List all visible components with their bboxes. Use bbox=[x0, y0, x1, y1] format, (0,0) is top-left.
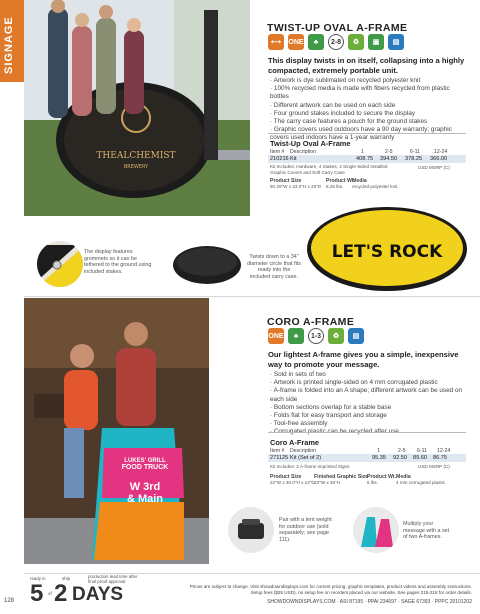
bullet: · Tool-free assembly bbox=[270, 420, 470, 428]
col-item: Item # bbox=[270, 149, 285, 155]
twist-up-feature-icons bbox=[268, 34, 404, 50]
bullet: · Artwork is dye sublimated on recycled polyester knit bbox=[270, 77, 470, 85]
company-codes: SHOWDOWNDISPLAYS.COM · ASI 87195 · PPAI 234697 · SAGE 67393 · PPPC 20101202 bbox=[267, 599, 472, 605]
price-12-24: 366.00 bbox=[430, 156, 448, 162]
tent-weight-photo bbox=[228, 507, 274, 553]
kit-includes: Kit Includes: 2 A-frame Imprinted Signs bbox=[270, 464, 350, 469]
tape-measure-icon: ⟷ bbox=[268, 34, 284, 50]
media-header: Media bbox=[396, 474, 411, 480]
section-divider bbox=[24, 296, 480, 297]
days-number: 2 bbox=[54, 580, 68, 607]
price-1: 408.75 bbox=[356, 156, 374, 162]
coro-feature-icons bbox=[268, 328, 364, 344]
divider bbox=[268, 133, 466, 134]
tent-weight-caption: Pair with a tent weight for outdoor use (sold separately; see page 111). bbox=[279, 517, 332, 543]
days-of: of bbox=[48, 591, 52, 596]
carry-case-caption: Twists down to a 34" diameter circle that fits ready into the included carry case. bbox=[247, 254, 301, 280]
col-qty-1: 1 bbox=[361, 149, 364, 155]
item-number: 210216 bbox=[270, 156, 289, 162]
lead-label-ready: ready in bbox=[30, 576, 46, 581]
coro-hero-photo bbox=[24, 298, 209, 564]
col-item: Item # bbox=[270, 448, 285, 454]
col-qty-12-24: 12-24 bbox=[437, 448, 451, 454]
days-prefix: 5 bbox=[30, 580, 44, 607]
size-header: Product Size bbox=[270, 178, 302, 184]
brewery-sign-text: THEALCHEMIST bbox=[96, 151, 176, 161]
bullet: · Sold in sets of two bbox=[270, 371, 470, 379]
eco-icon: ♻ bbox=[328, 328, 344, 344]
currency-note: USD MSRP (C) bbox=[418, 165, 450, 170]
media-header: Media bbox=[352, 178, 367, 184]
production-note: production lead time after final proof approval bbox=[88, 574, 138, 585]
prices-note: Prices are subject to change. Visit showdowndisplays.com for current pricing, graphic templates, product videos and assembly instructions. bbox=[189, 584, 472, 589]
two-a-frames-caption: Multiply your message with a set of two A-frames. bbox=[403, 521, 450, 541]
weight-value: 8.25 lbs. bbox=[326, 184, 344, 189]
carry-case-photo bbox=[172, 245, 242, 285]
tree-icon: ♣ bbox=[288, 328, 304, 344]
bag-icon: ▣ bbox=[368, 34, 384, 50]
usa-made-icon: ONE bbox=[288, 34, 304, 50]
bullet: · Graphic covers used outdoors have a 90 day warranty; graphic covers used indoors have a 1-year warranty bbox=[270, 126, 470, 142]
brewery-sign-sub: BREWERY bbox=[123, 164, 149, 170]
coro-hero-illustration bbox=[24, 298, 209, 564]
twist-up-subtitle: This display twists in on itself, collapsing into a highly compacted, extremely portable unit. bbox=[268, 56, 465, 75]
web-icon: ▤ bbox=[388, 34, 404, 50]
lead-label-ship: ship bbox=[62, 576, 71, 581]
price-6-11: 378.25 bbox=[405, 156, 423, 162]
signage-tab-label: SIGNAGE bbox=[3, 16, 15, 74]
coro-table-title: Coro A-Frame bbox=[270, 438, 320, 447]
coro-bullets bbox=[270, 371, 470, 437]
media-value: recycled polyester knit bbox=[352, 184, 398, 189]
item-description: Kit (Set of 2) bbox=[290, 455, 322, 461]
col-description: Description bbox=[290, 448, 316, 454]
col-qty-12-24: 12-24 bbox=[434, 149, 448, 155]
signage-tab bbox=[0, 0, 24, 82]
graphic-size-header: Finished Graphic Size bbox=[314, 474, 369, 480]
days-word: DAYS bbox=[72, 584, 124, 605]
bullet: · A-frame is folded into an A shape; different artwork can be used on each side bbox=[270, 387, 470, 403]
bullet: · Bottom sections overlap for a stable base bbox=[270, 404, 470, 412]
item-description: Kit bbox=[290, 156, 297, 162]
25-day-icon: 2-8 bbox=[328, 34, 344, 50]
grommet-illustration bbox=[37, 241, 83, 287]
col-qty-6-11: 6-11 bbox=[417, 448, 427, 454]
rock-banner-illustration bbox=[305, 205, 470, 293]
sign-line: FOOD TRUCK bbox=[121, 464, 169, 471]
col-qty-6-11: 6-11 bbox=[410, 149, 420, 155]
two-a-frames-photo bbox=[353, 507, 399, 553]
two-a-frames-illustration bbox=[353, 507, 399, 553]
bullet: · Four ground stakes included to secure the display bbox=[270, 110, 470, 118]
price-1: 95.35 bbox=[372, 455, 386, 461]
sign-line: & Main bbox=[126, 493, 164, 505]
weight-header: Product Wt. bbox=[326, 178, 356, 184]
item-number: 271125 bbox=[270, 455, 289, 461]
setup-note: Setup fees ($35 USD), no setup fee on reorders placed via our website. See pages 215-218 for order details. bbox=[250, 590, 472, 595]
twist-up-table-title: Twist-Up Oval A-Frame bbox=[270, 139, 351, 148]
media-value: 4 mm corrugated plastic bbox=[396, 480, 446, 485]
carry-case-illustration bbox=[172, 245, 242, 285]
price-6-11: 89.60 bbox=[413, 455, 427, 461]
divider bbox=[268, 432, 466, 433]
twist-up-hero-illustration bbox=[24, 0, 250, 216]
kit-includes: Kit Includes: Hardware, 4 Stakes, 2 Single-Sided Installed Graphic Covers and Soft Carry Case bbox=[270, 164, 388, 175]
size-header: Product Size bbox=[270, 474, 302, 480]
web-icon: ▤ bbox=[348, 328, 364, 344]
col-qty-2-5: 2-5 bbox=[385, 149, 393, 155]
bullet: · Artwork is printed single-sided on 4 mm corrugated plastic bbox=[270, 379, 470, 387]
twist-up-title: TWIST-UP OVAL A-FRAME bbox=[267, 22, 408, 34]
twist-up-hero-photo bbox=[24, 0, 250, 216]
price-2-5: 92.50 bbox=[393, 455, 407, 461]
bullet: · Folds flat for easy transport and storage bbox=[270, 412, 470, 420]
price-2-5: 394.50 bbox=[380, 156, 398, 162]
bullet: · The carry case features a pouch for the ground stakes bbox=[270, 118, 470, 126]
coro-title: CORO A-FRAME bbox=[267, 316, 355, 328]
weight-value: 6 lbs. bbox=[367, 480, 378, 485]
bullet: · 100% recycled media is made with fibers recycled from plastic bottles bbox=[270, 85, 470, 101]
price-12-24: 86.75 bbox=[433, 455, 447, 461]
tent-weight-illustration bbox=[228, 507, 274, 553]
rock-banner-photo bbox=[305, 205, 470, 293]
currency-note: USD MSRP (C) bbox=[418, 464, 450, 469]
page-number: 128 bbox=[4, 598, 15, 604]
coro-sign-text bbox=[110, 458, 180, 505]
col-qty-2-5: 2-5 bbox=[398, 448, 406, 454]
graphic-size-value: 22"W x 36"H bbox=[314, 480, 340, 485]
col-description: Description bbox=[290, 149, 316, 155]
sign-line: W 3rd bbox=[129, 481, 161, 493]
size-value: 22"W x 30.0"H x 12"D bbox=[270, 480, 315, 485]
size-value: 50.25"W x 33.0"H x 20"D bbox=[270, 184, 322, 189]
bullet: · Different artwork can be used on each side bbox=[270, 102, 470, 110]
sign-line: LUKES' GRILL bbox=[124, 458, 166, 464]
coro-subtitle: Our lightest A-frame gives you a simple, inexpensive way to promote your message. bbox=[268, 350, 459, 369]
tree-icon: ♣ bbox=[308, 34, 324, 50]
10-day-icon: 1-3 bbox=[308, 328, 324, 344]
col-qty-1: 1 bbox=[377, 448, 380, 454]
grommet-detail-photo bbox=[37, 241, 83, 287]
grommet-caption: The display features grommets so it can be tethered to the ground using included stakes. bbox=[84, 249, 152, 275]
usa-made-icon: ONE bbox=[268, 328, 284, 344]
eco-icon: ♻ bbox=[348, 34, 364, 50]
weight-header: Product Wt. bbox=[367, 474, 397, 480]
rock-banner-text: LET'S ROCK bbox=[331, 242, 443, 262]
